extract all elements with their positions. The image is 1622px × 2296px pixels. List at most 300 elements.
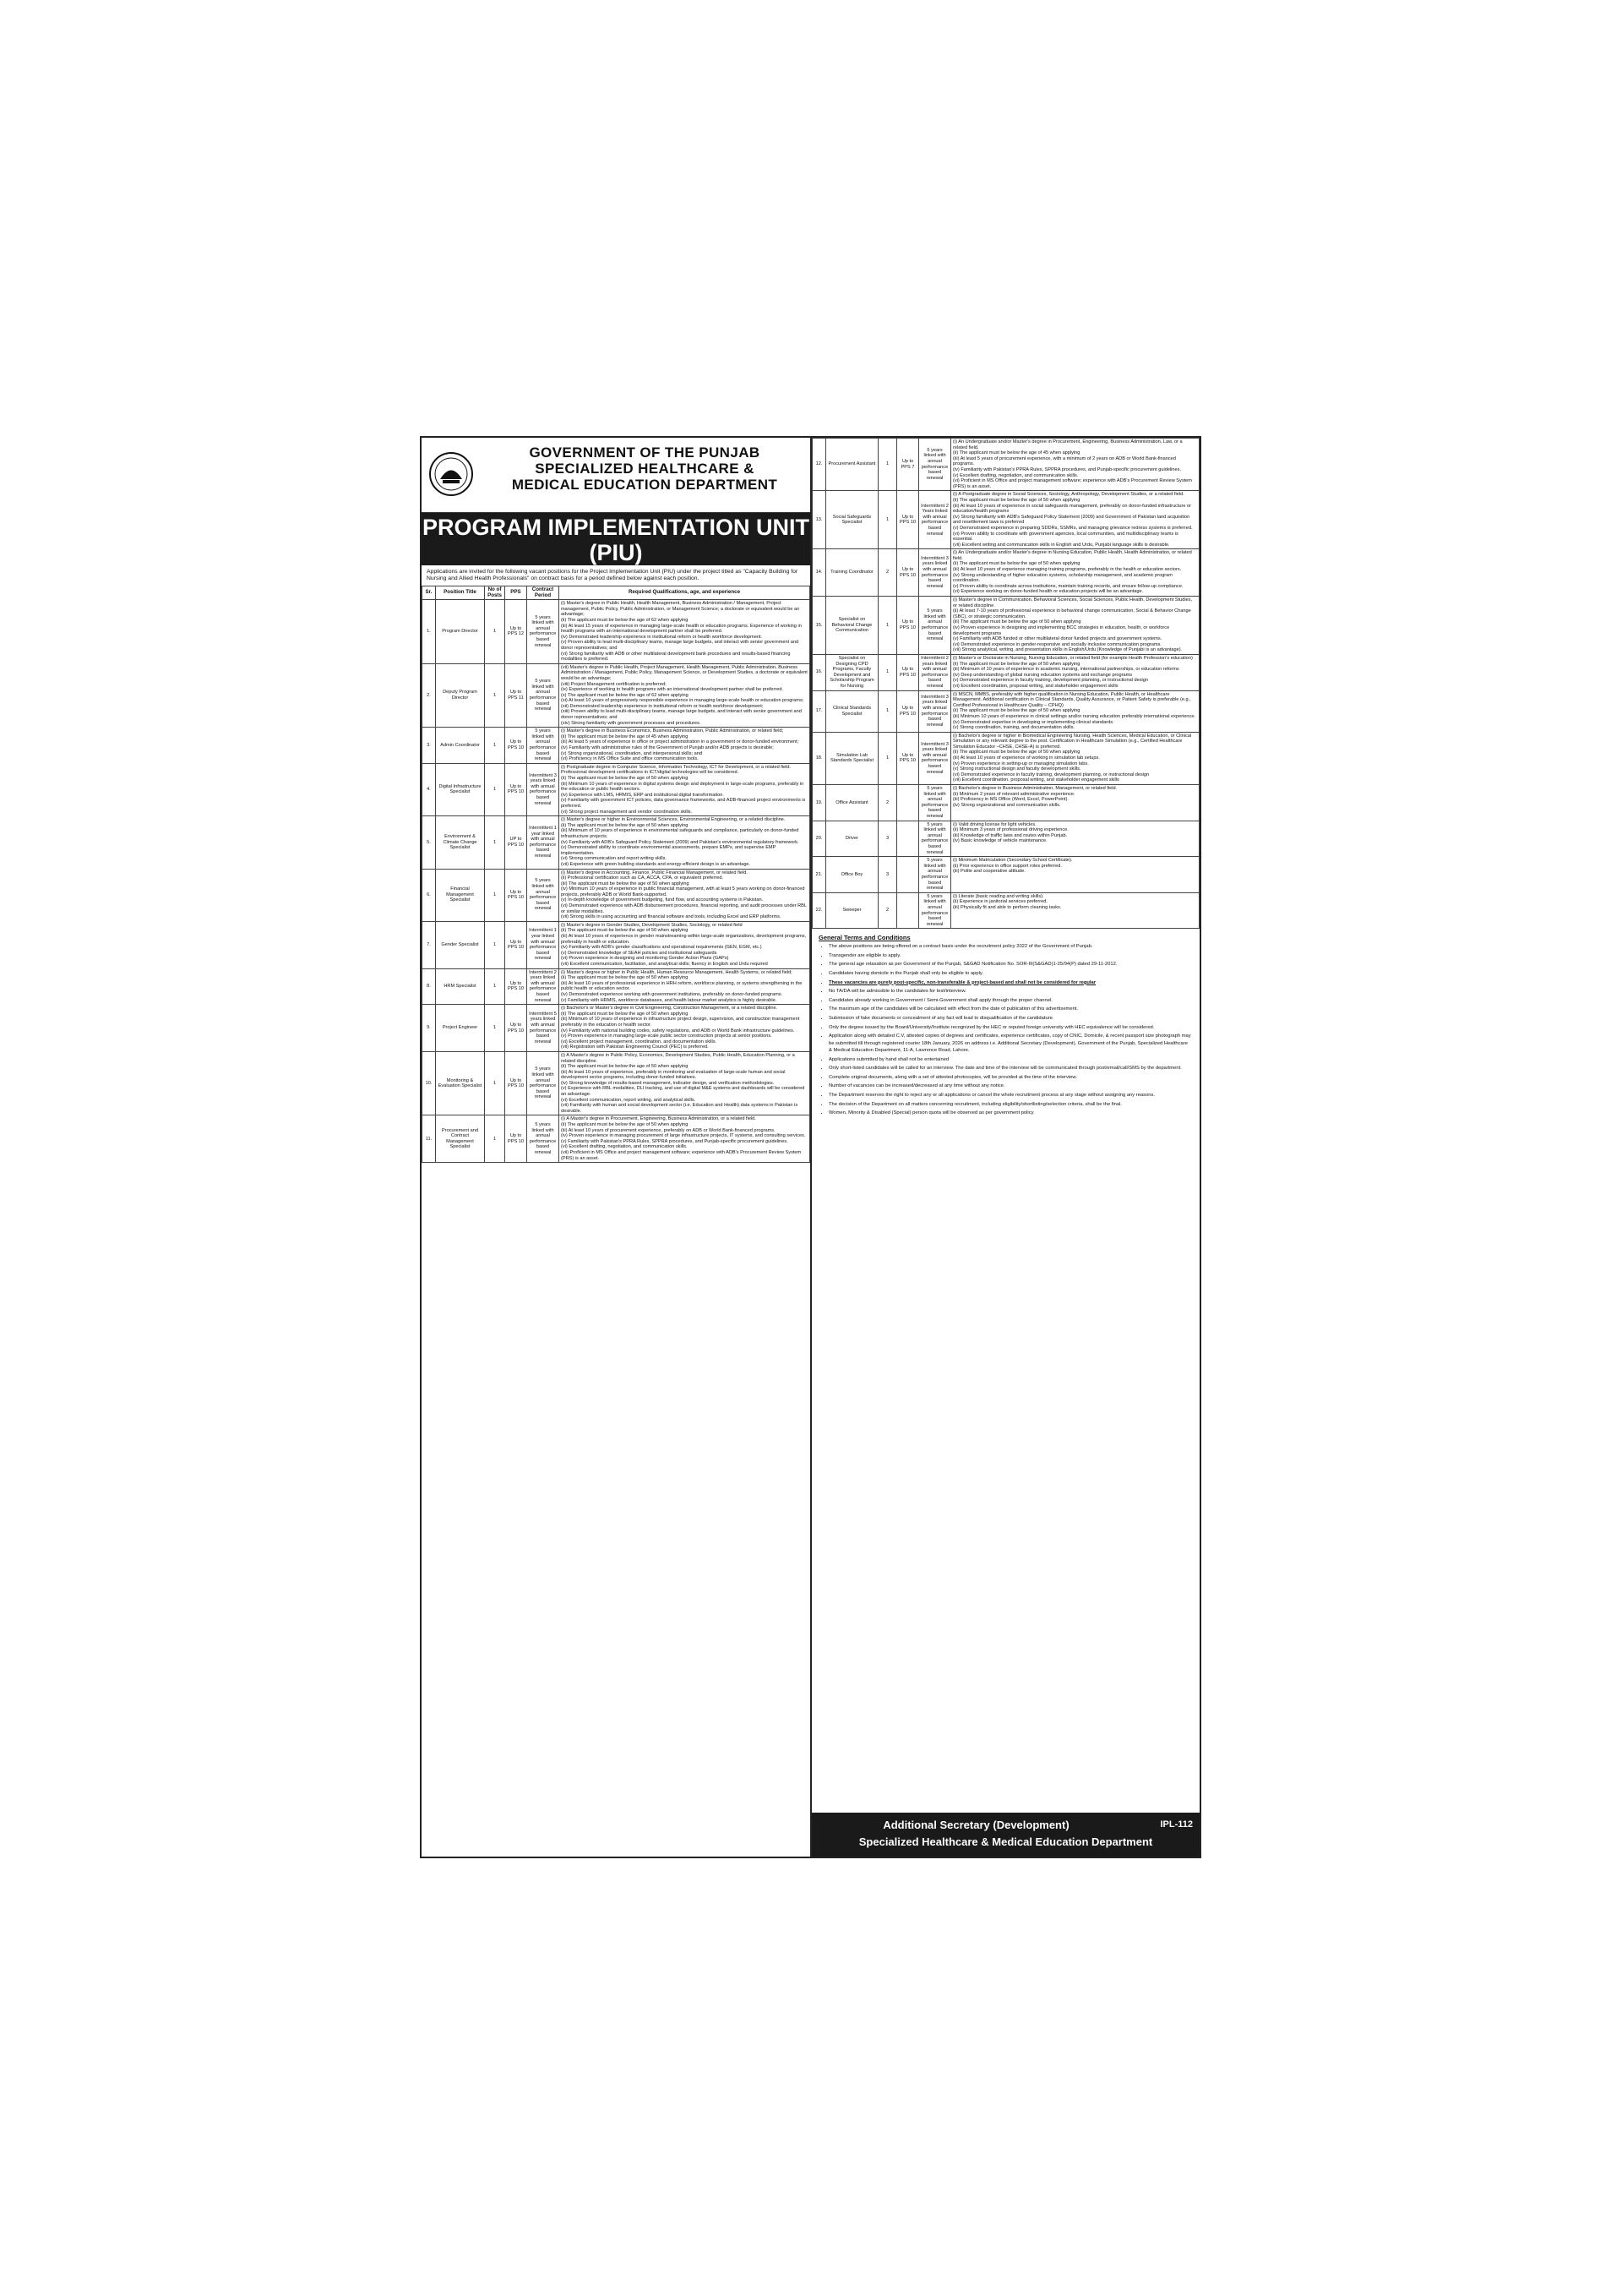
qualification-line: (v) Proven ability to lead multi-disciplinary teams, manage large budgets, and interact with senior government and donor representatives; and xyxy=(561,640,799,651)
cell-qualifications xyxy=(951,690,1200,732)
cell-sr: 4. xyxy=(422,763,436,815)
cell-posts: 1 xyxy=(485,869,505,921)
cell-qualifications xyxy=(951,597,1200,655)
cell-posts: 3 xyxy=(879,821,897,857)
qualification-line: (v) Demonstrated experience in preparing SDDRs, SSMRs, and managing grievance redress systems is preferred. xyxy=(953,525,1193,531)
table-body-left xyxy=(422,600,810,1163)
terms-item: • The Department reserves the right to reject any or all applications or cancel the whole recruitment process at any stage without assigning any reasons. xyxy=(829,1092,1191,1099)
punjab-seal-icon xyxy=(428,451,474,497)
qualification-line: (iii) Proficiency in MS Office (Word, Excel, PowerPoint). xyxy=(953,797,1069,803)
cell-position-title: Financial Management Specialist xyxy=(436,869,485,921)
qualification-line: (vii) Experience with green building standards and energy-efficient design is an advantage. xyxy=(561,861,751,867)
qualification-line: (vii) Excellent coordination, proposal writing, and stakeholder engagement skills xyxy=(953,777,1119,783)
table-row xyxy=(813,597,1200,655)
qualification-line: (xiii) Proven ability to lead multi-disciplinary teams, manage large budgets, and interact with senior government and donor representatives; and xyxy=(561,709,802,721)
intro-text: Applications are invited for the following vacant positions for the Project Implementation Unit (PIU) under the project titled as "Capacity Building for Nursing and Allied Health Professionals" on contract basis for a period defined below against each position. xyxy=(427,569,798,581)
right-column xyxy=(812,438,1200,1857)
cell-position-title: Monitoring & Evaluation Specialist xyxy=(436,1051,485,1115)
qualification-line: (iii) At least 10 years of experience of working in simulation lab setups. xyxy=(953,755,1100,761)
cell-contract-period: 5 years linked with annual performance based renewal xyxy=(919,439,951,491)
qualification-line: (i) Literate (basic reading and writing skills). xyxy=(953,893,1044,899)
cell-contract-period: 5 years linked with annual performance based renewal xyxy=(919,785,951,821)
qualification-line: (iv) Experience with LMS, HRMIS, ERP and institutional digital transformation. xyxy=(561,792,724,798)
cell-position-title: Clinical Standards Specialist xyxy=(826,690,879,732)
table-row xyxy=(813,732,1200,784)
gov-line-1: GOVERNMENT OF THE PUNJAB xyxy=(529,444,760,461)
qualification-line: (ii) The applicant must be below the age of 50 when applying xyxy=(953,750,1080,755)
qualification-line: (i) Postgraduate degree in Computer Science, Information Technology, ICT for Development, or a related field. Professional development certifications in ICT/digital technologies will be considered. xyxy=(561,764,792,776)
col-header-pps: PPS xyxy=(505,586,527,600)
qualification-line: (xii) Demonstrated leadership experience in institutional reform or health workforce development; xyxy=(561,703,764,709)
qualification-line: (vi) Proficient in MS Office and project management software; experience with ADB's Procurement Review System (PRS) is an asset. xyxy=(953,478,1192,489)
qualification-line: (ii) Minimum 2 years of relevant administrative experience. xyxy=(953,791,1075,797)
footer-title: Additional Secretary (Development) xyxy=(883,1819,1070,1831)
cell-contract-period: 5 years linked with annual performance based renewal xyxy=(919,892,951,929)
qualification-line: (i) Bachelor's degree in Business Administration, Management, or related field. xyxy=(953,786,1118,792)
qualification-line: (iv) Demonstrated expertise in developing or implementing clinical standards. xyxy=(953,719,1114,725)
qualification-line: (iii) Polite and cooperative attitude. xyxy=(953,869,1026,875)
qualification-line: (i) Master's degree in Gender Studies, Development Studies, Sociology, or related field xyxy=(561,922,743,928)
qualification-line: (x) The applicant must be below the age of 62 when applying xyxy=(561,692,689,698)
qualification-line: (i) Valid driving license for light vehicles. xyxy=(953,821,1037,827)
cell-pps: Up to PPS 10 xyxy=(897,732,919,784)
cell-posts: 2 xyxy=(879,892,897,929)
cell-contract-period: 5 years linked with annual performance based renewal xyxy=(527,663,559,728)
cell-sr: 3. xyxy=(422,728,436,764)
terms-item: • No TA/DA will be admissible to the candidates for test/interview. xyxy=(829,988,1191,995)
qualification-line: (iii) At least 5 years of experience in office or project administration in a government or donor-funded environment; xyxy=(561,739,799,745)
table-row xyxy=(422,869,810,921)
cell-qualifications xyxy=(951,491,1200,549)
qualification-line: (iv) Strong organizational and communication skills. xyxy=(953,802,1061,808)
cell-sr: 14. xyxy=(813,549,826,597)
cell-contract-period: Intermittent 3 years linked with annual performance based renewal xyxy=(527,763,559,815)
cell-posts: 1 xyxy=(879,732,897,784)
qualification-line: (iv) Basic knowledge of vehicle maintenance. xyxy=(953,838,1048,844)
cell-position-title: Procurement and Contract Management Specialist xyxy=(436,1115,485,1163)
col-header-period: Contract Period xyxy=(527,586,559,600)
qualification-line: (iii) Minimum 10 years of experience in clinical settings and/or nursing education preferably international experience. xyxy=(953,713,1195,719)
cell-sr: 16. xyxy=(813,654,826,690)
qualification-line: (iv) Proven experience in setting-up or managing simulation labs. xyxy=(953,761,1089,766)
cell-posts: 1 xyxy=(485,663,505,728)
table-row xyxy=(813,821,1200,857)
cell-posts: 1 xyxy=(485,1005,505,1052)
qualification-line: (v) Familiarity with ADB funded or other multilateral donor funded projects and government systems. xyxy=(953,636,1162,642)
qualification-line: (ii) The applicant must be below the age of 50 when applying xyxy=(953,497,1080,503)
cell-posts: 1 xyxy=(879,654,897,690)
cell-pps: Up to PPS 10 xyxy=(505,869,527,921)
qualification-line: (i) An Undergraduate and/or Master's degree in Procurement, Engineering, Business Administration, Law, or a related field. xyxy=(953,439,1183,450)
cell-contract-period: Intermittent 1 year linked with annual performance based renewal xyxy=(527,816,559,869)
cell-contract-period: 5 years linked with annual performance based renewal xyxy=(527,1051,559,1115)
qualification-line: (i) Master's degree in Accounting, Finance, Public Financial Management, or related field. xyxy=(561,870,748,875)
qualification-line: (iv) Deep understanding of global nursing education systems and exchange programs xyxy=(953,672,1133,678)
qualification-line: (iii) At least 10 years of professional experience in HRH reform, workforce planning, or systems strengthening in the public health or education sector. xyxy=(561,980,803,992)
qualification-line: (vii) Familiarity with human and social development sector (i.e. Education and Health) data systems in Pakistan is desirable. xyxy=(561,1103,798,1114)
qualification-line: (ii) The applicant must be below the age of 50 when applying xyxy=(561,1122,689,1128)
qualification-line: (i) Master's degree or higher in Public Health, Human Resource Management, Health Systems, or related field; xyxy=(561,969,792,975)
qualification-line: (vi) Excellent coordination, proposal writing, and stakeholder engagement skills xyxy=(953,683,1119,689)
cell-posts: 1 xyxy=(485,816,505,869)
qualification-line: (iii) At least 15 years of experience in managing large-scale health or education programs. Experience of working in health programs with an international development partner shall be preferred. xyxy=(561,623,802,635)
cell-posts: 1 xyxy=(485,728,505,764)
cell-contract-period: Intermittent 3 years linked with annual performance based renewal xyxy=(919,732,951,784)
cell-contract-period: 5 years linked with annual performance based renewal xyxy=(919,597,951,655)
cell-qualifications xyxy=(559,816,810,869)
qualification-line: (vi) Excellent project management, coordination, and documentation skills. xyxy=(561,1039,717,1044)
cell-posts: 1 xyxy=(485,968,505,1005)
cell-posts: 1 xyxy=(485,600,505,664)
cell-qualifications xyxy=(559,728,810,764)
qualification-line: (vi) Excellent communication, report writing, and analytical skills. xyxy=(561,1097,696,1103)
ad-header xyxy=(422,438,810,513)
qualification-line: (iii) At least 10 years of experience in social safeguards management, preferably on donor-funded infrastructure or education/health programs xyxy=(953,503,1192,515)
qualification-line: (i) Minimum Matriculation (Secondary School Certificate). xyxy=(953,858,1073,864)
qualification-line: (i) An Undergraduate and/or Master's degree in Nursing Education, Public Health, Health Administration, or related field. xyxy=(953,550,1192,561)
cell-pps: Up to PPS 10 xyxy=(505,1051,527,1115)
qualification-line: (iii) Knowledge of traffic laws and routes within Punjab. xyxy=(953,832,1068,838)
table-row xyxy=(422,1115,810,1163)
qualification-line: (iv) Proven experience in designing and implementing BCC strategies in education, health, or workforce development programs xyxy=(953,625,1170,636)
col-header-qualifications: Required Qualifications, age, and experience xyxy=(559,586,810,600)
qualification-line: (v) Familiarity with Pakistan's PPRA Rules, SPPRA procedures, and Punjab-specific procurement guidelines. xyxy=(561,1138,788,1144)
cell-posts: 1 xyxy=(485,1051,505,1115)
cell-sr: 15. xyxy=(813,597,826,655)
qualification-line: (iv) Demonstrated leadership experience in institutional reform or health workforce development. xyxy=(561,634,763,640)
terms-item: • These vacancies are purely post-specific, non-transferable & project-based and shall not be considered for regular xyxy=(829,979,1191,986)
cell-sr: 17. xyxy=(813,690,826,732)
qualification-line: (iv) Familiarity with ADB's gender classifications and operational requirements (GEN, EGM, etc.) xyxy=(561,945,762,951)
cell-sr: 9. xyxy=(422,1005,436,1052)
qualification-line: (viii) Project Management certification is preferred; xyxy=(561,681,667,687)
cell-pps: Up to PPS 10 xyxy=(897,690,919,732)
terms-item: • Women, Minority & Disabled (Special) person quota will be observed as per government policy. xyxy=(829,1110,1191,1116)
cell-pps: Up to PPS 12 xyxy=(505,600,527,664)
qualification-line: (iii) Minimum of 10 years of experience in infrastructure project design, supervision, and construction management preferably in the education or health sector. xyxy=(561,1017,800,1028)
qualification-line: (iii) At least 10 years of experience managing training programs, preferably in the health or education sectors. xyxy=(953,567,1182,573)
qualification-line: (vii) Strong analytical, writing, and presentation skills in English/Urdu (Knowledge of Punjabi is an advantage). xyxy=(953,647,1183,653)
cell-contract-period: Intermittent 5 years linked with annual performance based renewal xyxy=(527,1005,559,1052)
qualification-line: (iv) Strong understanding of higher education systems, scholarship management, and academic program coordination. xyxy=(953,572,1173,584)
cell-contract-period: Intermittent 1 year linked with annual performance based renewal xyxy=(527,921,559,968)
table-row xyxy=(422,816,810,869)
unit-banner xyxy=(422,513,810,565)
cell-position-title: Program Director xyxy=(436,600,485,664)
col-header-sr: Sr. xyxy=(422,586,436,600)
qualification-line: (iv) Familiarity with administrative rules of the Government of Punjab and/or ADB projects is desirable; xyxy=(561,745,774,751)
cell-sr: 7. xyxy=(422,921,436,968)
qualification-line: (iv) Strong familiarity with ADB's Safeguard Policy Statement (2009) and Government of Pakistan land acquisition and resettlement laws is preferred xyxy=(953,514,1190,526)
terms-item: • Transgender are eligible to apply. xyxy=(829,952,1191,959)
qualification-line: (v) Strong organizational, coordination, and interpersonal skills; and xyxy=(561,750,702,756)
cell-pps: Up to PPS 10 xyxy=(505,968,527,1005)
signature-footer xyxy=(812,1813,1200,1857)
cell-position-title: Procurement Assistant xyxy=(826,439,879,491)
cell-sr: 19. xyxy=(813,785,826,821)
cell-pps: Up to PPS 10 xyxy=(897,491,919,549)
terms-item: • Complete original documents, along with a set of attested photocopies, will be provided at the time of the interview. xyxy=(829,1074,1191,1081)
cell-posts: 1 xyxy=(879,597,897,655)
qualification-line: (iii) At least 10 years of procurement experience, preferably on ADB or World Bank-financed programs. xyxy=(561,1127,776,1133)
cell-position-title: Specialist on Behavioral Change Communication xyxy=(826,597,879,655)
qualification-line: (ii) Professional certification such as CA, ACCA, CPA, or equivalent preferred. xyxy=(561,875,724,881)
cell-contract-period: Intermittent 2 years linked with annual performance based renewal xyxy=(919,654,951,690)
qualification-line: (iii) The applicant must be below the age of 50 when applying xyxy=(561,881,689,886)
qualification-line: (iv) Demonstrated experience working with government institutions, preferably on donor-funded programs. xyxy=(561,991,783,997)
table-row xyxy=(422,728,810,764)
table-row xyxy=(813,491,1200,549)
qualification-line: (i) Master's degree in Public Health, Health Management, Business Administration / Management, Project management, Public Policy, Public Administration, or Management Science; a doctorate or equivalent would be an advantage; xyxy=(561,601,800,618)
qualification-line: (i) MSCN, MMBS, preferably with higher qualification in Nursing Education, Public Health, or Healthcare Management. Additional certification in Clinical Standards, Quality Assurance, or Patient Safety is preferable (e.g., Certified Professional in Healthcare Quality – CPHQ) xyxy=(953,691,1191,708)
positions-table-left xyxy=(422,586,810,1163)
qualification-line: (ii) The applicant must be below the age of 50 when applying xyxy=(953,561,1080,567)
gov-line-2: SPECIALIZED HEALTHCARE & xyxy=(535,461,754,477)
cell-contract-period: 5 years linked with annual performance based renewal xyxy=(527,869,559,921)
qualification-line: (vii) Strong skills in using accounting and financial software and tools, including Excel and ERP platforms. xyxy=(561,914,781,920)
qualification-line: (vi) Strong communication and report writing skills. xyxy=(561,856,667,862)
cell-pps xyxy=(897,785,919,821)
qualification-line: (xi) At least 10 years of progressively responsible experience in managing large-scale health or education programs; xyxy=(561,698,804,704)
cell-qualifications xyxy=(559,663,810,728)
qualification-line: (i) Bachelor's degree or higher in Biomedical Engineering Nursing, Health Sciences, Medical Education, or Clinical Simulation or any relevant degree to the post. Certification in Healthcare Simulation (e.g., Certified Healthcare Simulation Educator –CHSE, CHSE-A) is preferred. xyxy=(953,733,1192,750)
cell-qualifications xyxy=(559,1115,810,1163)
qualification-line: (vi) Excellent drafting, negotiation, and communication skills. xyxy=(561,1144,688,1150)
cell-position-title: Deputy Program Director xyxy=(436,663,485,728)
qualification-line: (vii) Registration with Pakistan Engineering Council (PEC) is preferred. xyxy=(561,1044,709,1050)
qualification-line: (iv) Strong knowledge of results-based management, indicator design, and verification methodologies. xyxy=(561,1080,775,1086)
unit-line-1: PROGRAM IMPLEMENTATION UNIT xyxy=(422,515,809,540)
cell-sr: 5. xyxy=(422,816,436,869)
job-advertisement xyxy=(420,436,1201,1858)
cell-position-title: Office Boy xyxy=(826,857,879,893)
qualification-line: (v) Demonstrated experience in faculty training, development planning, or instructional design xyxy=(953,678,1149,684)
qualification-line: (vi) Experience working on donor-funded health or education projects will be an advantage. xyxy=(953,589,1144,595)
col-header-posts: No of Posts xyxy=(485,586,505,600)
cell-contract-period: Intermittent 3 years linked with annual performance based renewal xyxy=(919,690,951,732)
cell-position-title: Simulation Lab Standards Specialist xyxy=(826,732,879,784)
terms-item: • Application along with detailed C.V, attested copies of degrees and certificates, experience certificates, copy of CNIC, Domicile, & recent passport size photograph may be submitted till through registered courier 18th January, 2026 on address i.e. Additional Secretary (Development), Government of the Punjab, Specialized Healthcare & Medical Education Department, 11-A, Lawrence Road, Lahore. xyxy=(829,1033,1191,1054)
cell-pps: Up to PPS 7 xyxy=(897,439,919,491)
cell-qualifications xyxy=(951,821,1200,857)
qualification-line: (iii) Minimum of 10 years of experience in academic nursing, international partnerships, or education reforms xyxy=(953,667,1179,673)
terms-item: • Only short-listed candidates will be called for an interview. The date and time of the interview will be communicated through post/email/call/SMS by the department. xyxy=(829,1065,1191,1072)
cell-qualifications xyxy=(559,921,810,968)
table-row xyxy=(422,1005,810,1052)
qualification-line: (vi) Demonstrated experience in faculty training, development planning, or instructional design xyxy=(953,772,1150,777)
cell-position-title: Training Coordinator xyxy=(826,549,879,597)
qualification-line: (iv) Familiarity with ADB's Safeguard Policy Statement (2009) and Pakistan's environmental regulatory framework. xyxy=(561,839,799,845)
terms-item: • Candidates having domicile in the Punjab shall only be eligible to apply. xyxy=(829,970,1191,977)
table-row xyxy=(422,600,810,664)
qualification-line: (iv) Proven experience in managing procurement of large infrastructure projects, IT systems, and consulting services. xyxy=(561,1133,806,1139)
qualification-line: (i) A Postgraduate degree in Social Sciences, Sociology, Anthropology, Development Studies, or a related field. xyxy=(953,492,1184,498)
table-row xyxy=(813,892,1200,929)
cell-sr: 1. xyxy=(422,600,436,664)
qualification-line: (ii) The applicant must be below the age of 50 when applying xyxy=(561,1011,689,1017)
cell-posts: 1 xyxy=(879,439,897,491)
cell-sr: 22. xyxy=(813,892,826,929)
terms-item: • Only the degree issued by the Board/University/Institute recognized by the HEC or reputed foreign university with HEC equivalence will be considered. xyxy=(829,1024,1191,1031)
qualification-line: (vii) Proficient in MS Office and project management software; experience with ADB's Procurement Review System (PRS) is an asset. xyxy=(561,1150,802,1161)
qualification-line: (v) Proven experience in managing large-scale public sector construction projects at senior positions. xyxy=(561,1033,772,1039)
qualification-line: (ii) Minimum 3 years of professional driving experience. xyxy=(953,827,1069,833)
table-row xyxy=(813,654,1200,690)
qualification-line: (iii) At least 5 years of procurement experience, with a minimum of 2 years on ADB or World Bank-financed programs. xyxy=(953,455,1176,467)
qualification-line: (ii) The applicant must be below the age of 50 when applying xyxy=(953,661,1080,667)
qualification-line: (v) In-depth knowledge of government budgeting, fund flow, and accounting systems in Pakistan. xyxy=(561,897,764,903)
qualification-line: (vi) Strong familiarity with ADB or other multilateral development bank procedures and results-based financing modalities is preferred. xyxy=(561,651,791,663)
qualification-line: (v) Experience with RBL modalities, DLI tracking, and use of digital M&E systems and dashboards will be considered an advantage. xyxy=(561,1086,805,1098)
cell-sr: 13. xyxy=(813,491,826,549)
qualification-line: (vi) Proficiency in MS Office Suite and office communication tools. xyxy=(561,756,699,762)
table-row xyxy=(422,763,810,815)
qualification-line: (v) Excellent drafting, negotiation, and communication skills. xyxy=(953,472,1079,478)
cell-sr: 2. xyxy=(422,663,436,728)
qualification-line: (vii) Excellent writing and communication skills in English and Urdu, Punjabi language skills is desirable. xyxy=(953,542,1170,548)
table-row xyxy=(813,549,1200,597)
cell-qualifications xyxy=(559,1051,810,1115)
cell-qualifications xyxy=(559,869,810,921)
table-row xyxy=(422,968,810,1005)
qualification-line: (iii) Minimum 10 years of experience in digital systems design and deployment in large-scale programs, preferably in the education or public health sectors. xyxy=(561,781,804,793)
terms-item: • The decision of the Department on all matters concerning recruitment, including eligibility/shortlisting/selection criteria, shall be the final. xyxy=(829,1101,1191,1108)
terms-item: • Applications submitted by hand shall not be entertained xyxy=(829,1056,1191,1063)
qualification-line: (v) Strong coordination, training, and documentation skills. xyxy=(953,725,1075,731)
left-column xyxy=(422,438,812,1857)
cell-qualifications xyxy=(951,654,1200,690)
cell-posts: 2 xyxy=(879,785,897,821)
qualification-line: (ii) Prior experience in office support roles preferred. xyxy=(953,863,1062,869)
cell-position-title: Project Engineer xyxy=(436,1005,485,1052)
cell-qualifications xyxy=(559,763,810,815)
cell-pps: Up to PPS 10 xyxy=(505,728,527,764)
cell-contract-period: 5 years linked with annual performance based renewal xyxy=(527,1115,559,1163)
qualification-line: (v) Proven ability to coordinate across institutions, maintain training records, and ensure follow-up compliance. xyxy=(953,583,1184,589)
cell-sr: 10. xyxy=(422,1051,436,1115)
qualification-line: (ii) The applicant must be below the age of 50 when applying xyxy=(561,1064,689,1070)
cell-qualifications xyxy=(951,892,1200,929)
qualification-line: (i) Bachelor's or Master's degree in Civil Engineering, Construction Management, or a related discipline. xyxy=(561,1006,778,1012)
terms-item: • The general age relaxation as per Government of the Punjab, S&GAD Notification No. SOR-III(S&GAD)1-25/94(P) dated 29-11-2012. xyxy=(829,961,1191,968)
cell-posts: 1 xyxy=(879,491,897,549)
cell-sr: 11. xyxy=(422,1115,436,1163)
cell-posts: 1 xyxy=(879,690,897,732)
cell-qualifications xyxy=(559,1005,810,1052)
qualification-line: (iv) Minimum 10 years of experience in public financial management, with at least 5 years working on donor-financed projects, preferably ADB or World Bank-supported. xyxy=(561,886,805,897)
qualification-line: (ii) The applicant must be below the age of 50 when applying xyxy=(561,822,689,828)
qualification-line: (i) A Master's degree in Public Policy, Economics, Development Studies, Public Health, Education Planning, or a related discipline. xyxy=(561,1052,795,1064)
cell-sr: 12. xyxy=(813,439,826,491)
cell-position-title: Digital Infrastructure Specialist xyxy=(436,763,485,815)
cell-contract-period: 5 years linked with annual performance based renewal xyxy=(527,600,559,664)
cell-qualifications xyxy=(951,785,1200,821)
terms-item: • The above positions are being offered on a contract basis under the recruitment policy 2022 of the Government of Punjab. xyxy=(829,943,1191,950)
qualification-line: (v) Demonstrated ability to coordinate environmental assessments, prepare EMPs, and supervise EMP implementation. xyxy=(561,845,776,856)
qualification-line: (ii) The applicant must be below the age of 50 when applying xyxy=(561,928,689,934)
qualification-line: (i) Master's degree or higher in Environmental Sciences, Environmental Engineering, or a related discipline. xyxy=(561,817,786,823)
positions-table-right xyxy=(812,438,1200,929)
gov-line-3: MEDICAL EDUCATION DEPARTMENT xyxy=(511,477,778,493)
cell-posts: 1 xyxy=(485,921,505,968)
cell-qualifications xyxy=(951,439,1200,491)
cell-position-title: Environment & Climate Change Specialist xyxy=(436,816,485,869)
cell-contract-period: Intermittent 3 years linked with annual performance based renewal xyxy=(919,549,951,597)
qualification-line: (iii) At least 10 years of experience, preferably in monitoring and evaluation of large-scale human and social development sector programs, including donor-funded initiatives. xyxy=(561,1069,786,1081)
qualification-line: (v) Familiarity with government ICT policies, data governance frameworks, and ADB-financed project environments is preferred. xyxy=(561,798,806,809)
cell-position-title: Social Safeguards Specialist xyxy=(826,491,879,549)
cell-pps xyxy=(897,857,919,893)
footer-department: Specialized Healthcare & Medical Education Department xyxy=(858,1835,1153,1848)
cell-sr: 20. xyxy=(813,821,826,857)
cell-pps: Up to PPS 11 xyxy=(505,663,527,728)
qualification-line: (ii) The applicant must be below the age of 45 when applying xyxy=(953,450,1080,456)
cell-posts: 1 xyxy=(485,763,505,815)
qualification-line: (v) Strong instructional design and faculty development skills. xyxy=(953,766,1081,772)
table-row xyxy=(422,921,810,968)
qualification-line: (iii) Minimum of 10 years of experience in environmental safeguards and compliance, particularly on donor-funded infrastructure projects. xyxy=(561,828,799,839)
cell-position-title: Gender Specialist xyxy=(436,921,485,968)
government-title xyxy=(484,444,805,493)
qualification-line: (ii) At least 7-10 years of professional experience in behavioral change communication, Social & Behavior Change (SBC), or strategic communication. xyxy=(953,608,1191,619)
table-row xyxy=(813,439,1200,491)
qualification-line: (vi) Demonstrated experience in gender-responsive and socially inclusive communication programs. xyxy=(953,641,1162,647)
qualification-line: (iv) Familiarity with Pakistan's PPRA Rules, SPPRA procedures, and Punjab-specific procurement guidelines. xyxy=(953,466,1181,472)
cell-contract-period: 5 years linked with annual performance based renewal xyxy=(919,821,951,857)
cell-sr: 6. xyxy=(422,869,436,921)
cell-pps: Up to PPS 10 xyxy=(897,549,919,597)
terms-item: • Number of vacancies can be increased/decreased at any time without any notice. xyxy=(829,1083,1191,1089)
qualification-line: (vi) Strong project management and vendor coordination skills. xyxy=(561,809,693,815)
table-row xyxy=(422,1051,810,1115)
cell-position-title: HRM Specialist xyxy=(436,968,485,1005)
qualification-line: (ii) The applicant must be below the age of 45 when applying xyxy=(561,734,689,739)
cell-sr: 21. xyxy=(813,857,826,893)
terms-title: General Terms and Conditions xyxy=(819,934,911,942)
qualification-line: (iii) The applicant must be below the age of 50 when applying xyxy=(953,619,1081,625)
cell-position-title: Sweeper xyxy=(826,892,879,929)
qualification-line: (ii) The applicant must be below the age of 50 when applying xyxy=(561,776,689,781)
qualification-line: (vi) Proven experience in designing and monitoring Gender Action Plans (GAPs) xyxy=(561,956,729,962)
cell-pps: Up to PPS 10 xyxy=(897,654,919,690)
table-row xyxy=(813,785,1200,821)
qualification-line: (vi) Proven ability to coordinate with government agencies, local communities, and multidisciplinary teams is essential. xyxy=(953,531,1178,543)
cell-pps xyxy=(897,821,919,857)
cell-posts: 1 xyxy=(485,1115,505,1163)
cell-qualifications xyxy=(559,600,810,664)
qualification-line: (ii) Experience in janitorial services preferred. xyxy=(953,899,1048,905)
table-row xyxy=(813,857,1200,893)
cell-contract-period: 5 years linked with annual performance based renewal xyxy=(527,728,559,764)
cell-contract-period: 5 years linked with annual performance based renewal xyxy=(919,857,951,893)
table-row xyxy=(813,690,1200,732)
terms-item: • The maximum age of the candidates will be calculated with effect from the date of publication of this advertisement. xyxy=(829,1006,1191,1012)
cell-pps: Up to PPS 10 xyxy=(505,1005,527,1052)
qualification-line: (v) Demonstrated knowledge of SEAH policies and institutional safeguards xyxy=(561,950,717,956)
cell-pps: Up to PPS 10 xyxy=(505,763,527,815)
cell-pps: Up to PPS 10 xyxy=(897,597,919,655)
qualification-line: (ii) The applicant must be below the age of 50 when applying xyxy=(953,708,1080,714)
qualification-line: (iii) At least 10 years of experience in gender mainstreaming within large-scale organizations, development programs, preferably in health or education. xyxy=(561,934,807,945)
qualification-line: (ii) The applicant must be below the age of 50 when applying xyxy=(561,975,689,981)
qualification-line: (vii) Excellent communication, facilitation, and analytical skills; fluency in English and Urdu required xyxy=(561,962,768,967)
terms-item: • Candidates already working in Government / Semi-Government shall apply through the proper channel. xyxy=(829,997,1191,1004)
qualification-line: (ii) The applicant must be below the age of 62 when applying xyxy=(561,617,689,623)
cell-position-title: Admin Coordinator xyxy=(436,728,485,764)
cell-position-title: Office Assistant xyxy=(826,785,879,821)
table-row xyxy=(422,663,810,728)
qualification-line: (i) A Master's degree in Procurement, Engineering, Business Administration, or a related field. xyxy=(561,1116,756,1122)
